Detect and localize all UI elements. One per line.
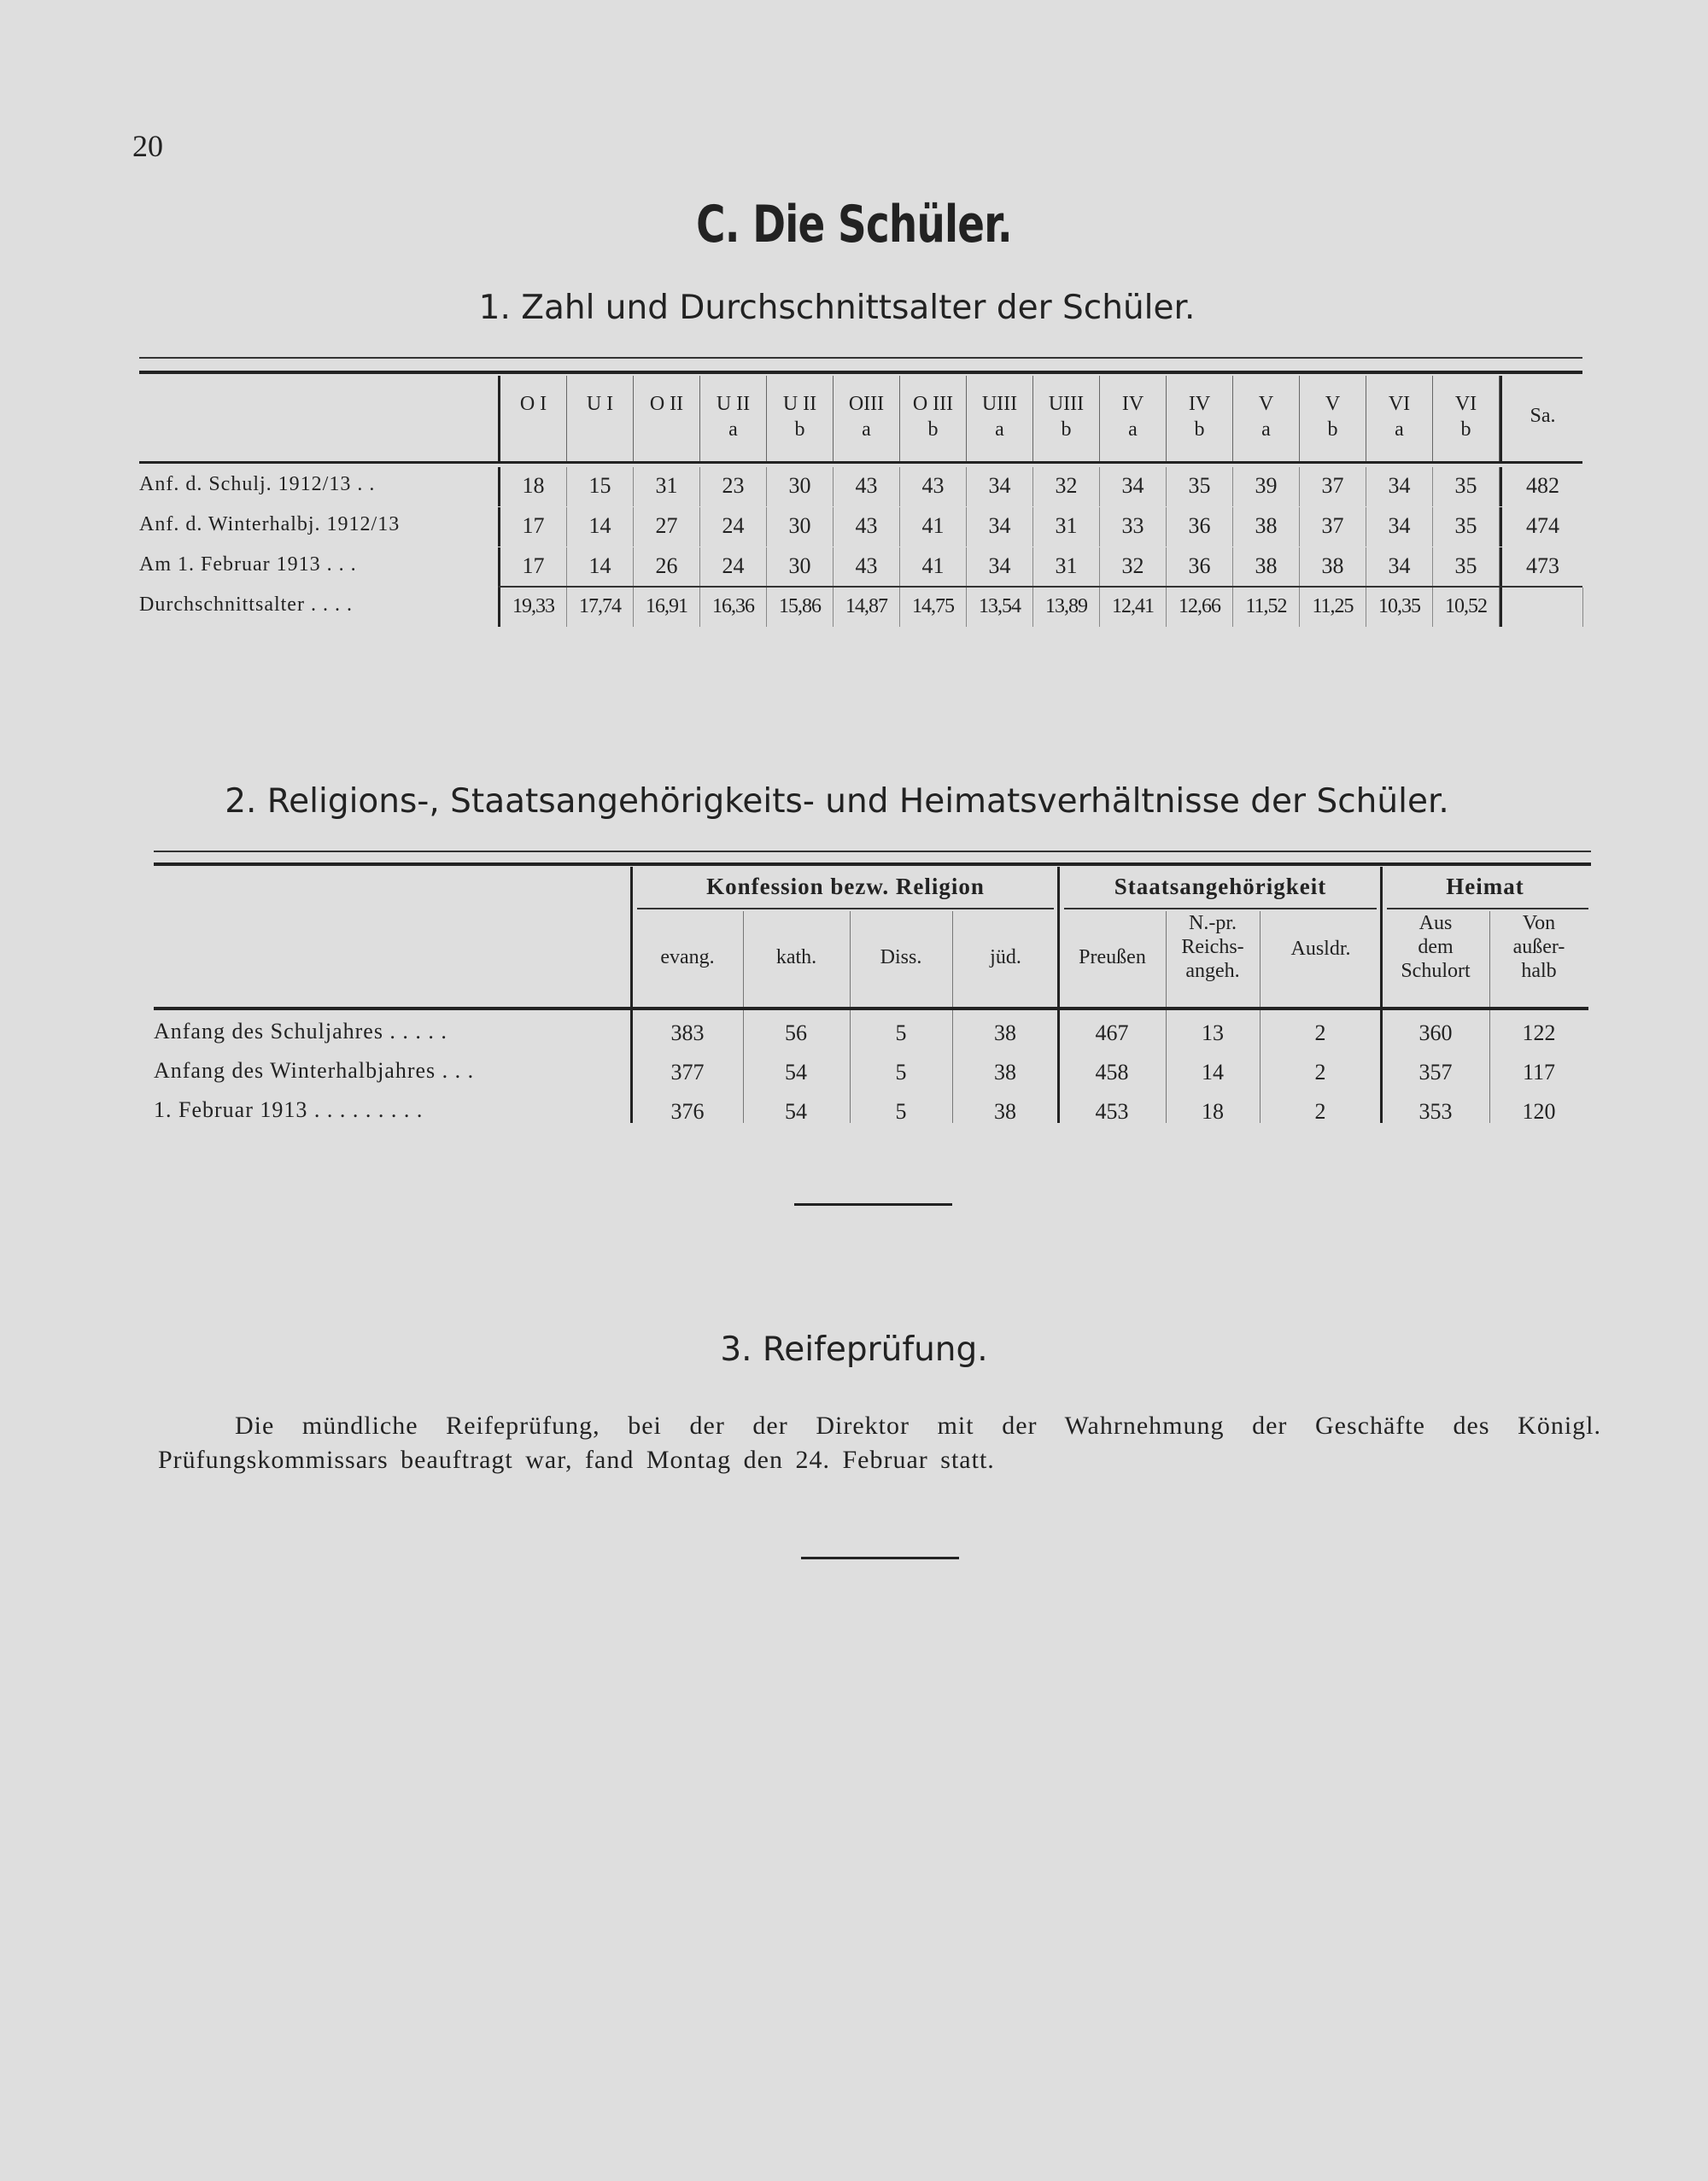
col-header-preussen: Preußen (1079, 946, 1146, 968)
table-cell: 2 (1314, 1060, 1326, 1085)
table-cell: 377 (670, 1060, 705, 1085)
table-cell: 43 (900, 467, 967, 506)
table-cell: 453 (1095, 1099, 1129, 1124)
table-cell: 38 (994, 1020, 1016, 1045)
table-cell: 357 (1418, 1060, 1453, 1085)
table-cell: 14 (567, 547, 634, 587)
table-cell: 383 (670, 1020, 705, 1045)
subsection-title-3: 3. Reifeprüfung. (720, 1330, 988, 1369)
row-cells (498, 507, 1583, 547)
row-label: Anf. d. Schulj. 1912/13 . . (139, 473, 376, 495)
col-header-kath: kath. (775, 946, 817, 968)
separator-rule-bottom (801, 1557, 959, 1559)
table-cell: 38 (1233, 507, 1300, 547)
row-cells (498, 588, 1583, 627)
row-label: 1. Februar 1913 . . . . . . . . . (154, 1097, 424, 1122)
table-cell: 16,36 (700, 588, 767, 627)
group-underline (1387, 908, 1588, 909)
subsection-title-2: 2. Religions-, Staatsangehörigkeits- und Heimatsverhältnisse der Schüler. (225, 782, 1449, 821)
table-cell: 31 (634, 467, 700, 506)
table-cell: 12,41 (1100, 588, 1167, 627)
table-cell: 34 (1366, 507, 1433, 547)
table1-header-rule (139, 461, 1582, 464)
table2-top-rule (154, 851, 1591, 852)
table1-col-header: U II a (700, 376, 767, 461)
table-cell: 30 (767, 467, 834, 506)
row-cells (498, 547, 1583, 587)
table-cell: 5 (895, 1099, 907, 1124)
table-cell: 11,52 (1233, 588, 1300, 627)
table-row (154, 1053, 1588, 1094)
group-header-konfession: Konfession bezw. Religion (706, 874, 985, 899)
table-cell: 27 (634, 507, 700, 547)
table-cell: 13,89 (1033, 588, 1100, 627)
table-cell: 34 (1100, 467, 1167, 506)
table-cell: 30 (767, 547, 834, 587)
table2-top-rule-thick (154, 862, 1591, 866)
table1-top-rule (139, 357, 1582, 359)
table-cell: 14,75 (900, 588, 967, 627)
table-cell: 24 (700, 507, 767, 547)
table-cell: 12,66 (1167, 588, 1233, 627)
table-cell: 23 (700, 467, 767, 506)
col-header-schulort: Aus dem Schulort (1401, 912, 1471, 982)
separator-rule (794, 1203, 952, 1206)
cell-sum: 474 (1500, 507, 1583, 547)
group-underline (1064, 908, 1377, 909)
table-cell: 41 (900, 507, 967, 547)
table-cell: 10,35 (1366, 588, 1433, 627)
table-cell: 5 (895, 1020, 907, 1045)
table-cell: 17,74 (567, 588, 634, 627)
table-cell: 14,87 (834, 588, 900, 627)
table-cell: 30 (767, 507, 834, 547)
table-cell: 117 (1522, 1060, 1556, 1085)
table-cell: 38 (994, 1060, 1016, 1085)
col-header-evang: evang. (660, 946, 715, 968)
table-cell: 34 (1366, 547, 1433, 587)
table-cell: 54 (785, 1099, 807, 1124)
paragraph-reifepruefung (158, 1409, 1601, 1477)
table-cell: 56 (785, 1020, 807, 1045)
table1-top-rule-thick (139, 371, 1582, 374)
table-cell: 54 (785, 1060, 807, 1085)
table1-col-header: V a (1233, 376, 1300, 461)
cell-sum: 473 (1500, 547, 1583, 587)
table-cell: 14 (1202, 1060, 1224, 1085)
table-cell: 120 (1522, 1099, 1556, 1124)
table-cell: 35 (1433, 467, 1500, 506)
table-cell: 18 (500, 467, 567, 506)
table-cell: 32 (1033, 467, 1100, 506)
row-label: Anfang des Schuljahres . . . . . (154, 1019, 447, 1044)
table1-col-header: IV a (1100, 376, 1167, 461)
table-cell: 35 (1433, 507, 1500, 547)
table-cell: 26 (634, 547, 700, 587)
table-cell: 43 (834, 507, 900, 547)
table-cell: 16,91 (634, 588, 700, 627)
table-cell: 458 (1095, 1060, 1129, 1085)
col-header-auslaender: Ausldr. (1290, 938, 1351, 960)
table-cell: 31 (1033, 507, 1100, 547)
group-underline (637, 908, 1054, 909)
table-cell: 15,86 (767, 588, 834, 627)
table1-col-header: UIII a (967, 376, 1033, 461)
table-cell: 34 (967, 467, 1033, 506)
table-cell: 34 (1366, 467, 1433, 506)
row-label: Am 1. Februar 1913 . . . (139, 553, 357, 576)
table1-col-header: UIII b (1033, 376, 1100, 461)
table1-col-header: U I (567, 376, 634, 461)
table-cell: 31 (1033, 547, 1100, 587)
table-cell: 17 (500, 547, 567, 587)
table-cell: 35 (1167, 467, 1233, 506)
table-cell: 34 (967, 507, 1033, 547)
table-cell: 11,25 (1300, 588, 1366, 627)
table-cell: 10,52 (1433, 588, 1500, 627)
cell-sum: 482 (1500, 467, 1583, 506)
paragraph-text: Die mündliche Reifeprüfung, bei der der Direktor mit der Wahrnehmung der Geschäfte des Königl. Prüfungskommissars beauftragt war, fand Montag den 24. Februar statt. (158, 1412, 1601, 1474)
table1-col-header-sum: Sa. (1500, 376, 1583, 461)
table-cell: 36 (1167, 507, 1233, 547)
table-cell: 33 (1100, 507, 1167, 547)
subsection-title-1: 1. Zahl und Durchschnittsalter der Schüler. (478, 289, 1196, 327)
table1-col-header: U II b (767, 376, 834, 461)
row-label: Anfang des Winterhalbjahres . . . (154, 1058, 475, 1083)
group-header-heimat: Heimat (1446, 874, 1524, 899)
table-cell: 13 (1202, 1020, 1224, 1045)
table-cell: 13,54 (967, 588, 1033, 627)
col-header-diss: Diss. (880, 946, 922, 968)
table-cell: 19,33 (500, 588, 567, 627)
table-cell: 38 (1233, 547, 1300, 587)
table1-col-header: O III b (900, 376, 967, 461)
table-cell: 37 (1300, 467, 1366, 506)
table-cell: 2 (1314, 1020, 1326, 1045)
table-row (139, 467, 1583, 506)
table-cell: 24 (700, 547, 767, 587)
group-header-staatsangehoerigkeit: Staatsangehörigkeit (1114, 874, 1327, 899)
table-cell: 467 (1095, 1020, 1129, 1045)
table-cell: 32 (1100, 547, 1167, 587)
table-cell: 18 (1202, 1099, 1224, 1124)
table1-col-header: IV b (1167, 376, 1233, 461)
table-row (139, 588, 1583, 627)
page-number: 20 (132, 129, 163, 163)
table1-col-header: VI a (1366, 376, 1433, 461)
table-cell: 43 (834, 467, 900, 506)
table-cell: 5 (895, 1060, 907, 1085)
table-cell: 17 (500, 507, 567, 547)
table-row (139, 547, 1583, 587)
row-cells (498, 467, 1583, 506)
table-cell: 41 (900, 547, 967, 587)
table-row (139, 507, 1583, 547)
cell-sum (1500, 588, 1583, 627)
table-cell: 38 (1300, 547, 1366, 587)
table-cell: 38 (994, 1099, 1016, 1124)
row-label: Anf. d. Winterhalbj. 1912/13 (139, 513, 401, 535)
table-row (154, 1014, 1588, 1055)
table-cell: 122 (1522, 1020, 1556, 1045)
table-cell: 360 (1418, 1020, 1453, 1045)
row-label: Durchschnittsalter . . . . (139, 593, 353, 616)
table1-header (498, 376, 1583, 461)
table-cell: 37 (1300, 507, 1366, 547)
table1-col-header: OIII a (834, 376, 900, 461)
table1-col-header: O II (634, 376, 700, 461)
table-row (154, 1092, 1588, 1133)
col-header-ausserhalb: Von außer- halb (1512, 912, 1565, 982)
table-cell: 35 (1433, 547, 1500, 587)
section-title: C. Die Schüler. (696, 195, 1012, 254)
table-cell: 43 (834, 547, 900, 587)
col-header-reichsangehoerige: N.-pr. Reichs- angeh. (1181, 912, 1244, 982)
table-cell: 15 (567, 467, 634, 506)
table-cell: 14 (567, 507, 634, 547)
table2-header-rule (154, 1007, 1588, 1010)
table1-col-header: V b (1300, 376, 1366, 461)
table1-col-header: VI b (1433, 376, 1500, 461)
col-header-juedisch: jüd. (990, 946, 1021, 968)
table-cell: 353 (1418, 1099, 1453, 1124)
table-cell: 39 (1233, 467, 1300, 506)
table-cell: 376 (670, 1099, 705, 1124)
table-cell: 2 (1314, 1099, 1326, 1124)
table-cell: 34 (967, 547, 1033, 587)
table1-col-header: O I (500, 376, 567, 461)
table-cell: 36 (1167, 547, 1233, 587)
